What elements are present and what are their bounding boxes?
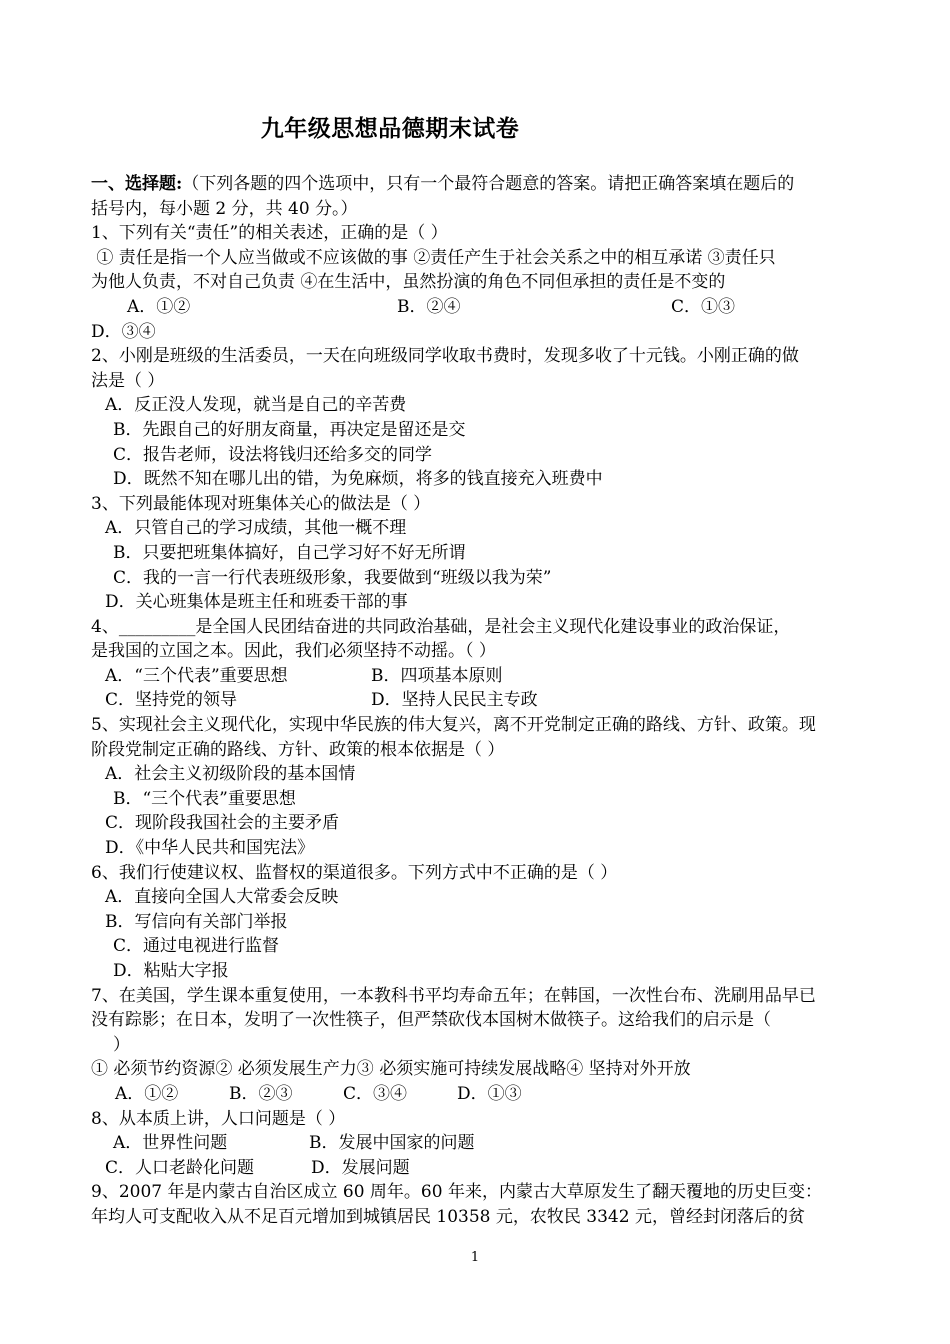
q8-option-b: B．发展中国家的问题 [309, 1133, 475, 1154]
q2-option-a: A．反正没人发现，就当是自己的辛苦费 [105, 395, 407, 416]
section-heading-line [91, 172, 871, 197]
q6-option-c: C．通过电视进行监督 [113, 936, 280, 957]
q4-option-c: C．坚持党的领导 [105, 690, 238, 711]
q1-option-b: B．②④ [397, 296, 461, 317]
q1-option-d: D．③④ [91, 321, 156, 342]
q2-stem-line1: 2、小刚是班级的生活委员，一天在向班级同学收取书费时，发现多收了十元钱。小刚正确的做 [91, 346, 799, 367]
page-number: 1 [470, 1250, 480, 1265]
q1-option-a: A．①② [127, 296, 191, 317]
q5-stem-line2: 阶段党制定正确的路线、方针、政策的根本依据是（ ） [91, 739, 505, 760]
q3-option-b: B．只要把班集体搞好，自己学习好不好无所谓 [113, 542, 466, 563]
q2-option-b: B．先跟自己的好朋友商量，再决定是留还是交 [113, 419, 466, 440]
section-instructions-cont: 括号内，每小题 2 分，共 40 分。） [91, 198, 358, 219]
q8-option-d: D．发展问题 [311, 1157, 410, 1178]
q9-stem-line2: 年均人可支配收入从不足百元增加到城镇居民 10358 元，农牧民 3342 元，曾经封闭落后的贫 [91, 1206, 805, 1227]
q1-desc-line1: ① 责任是指一个人应当做或不应该做的事 ②责任产生于社会关系之中的相互承诺 ③责任只 [91, 247, 776, 268]
q5-option-c: C．现阶段我国社会的主要矛盾 [105, 813, 340, 834]
section-heading: 一、选择题: [91, 174, 183, 194]
q4-stem-line1 [91, 615, 871, 640]
q1-options [91, 295, 871, 320]
q1-stem: 1、下列有关“责任”的相关表述，正确的是（ ） [91, 223, 448, 244]
q9-stem-line1: 9、2007 年是内蒙古自治区成立 60 周年。60 年来，内蒙古大草原发生了翻天覆地的历史巨变： [91, 1182, 822, 1203]
q6-option-d: D．粘贴大字报 [113, 961, 229, 981]
q4-blank: _________ [118, 616, 196, 637]
q4-options-row1 [91, 664, 871, 689]
q8-option-a: A．世界性问题 [113, 1133, 228, 1154]
q3-option-d: D．关心班集体是班主任和班委干部的事 [105, 592, 408, 613]
q5-stem-line1: 5、实现社会主义现代化，实现中华民族的伟大复兴，离不开党制定正确的路线、方针、政策。现 [91, 715, 816, 736]
q3-option-a: A．只管自己的学习成绩，其他一概不理 [105, 518, 407, 539]
q8-option-c: C．人口老龄化问题 [105, 1157, 255, 1178]
q7-option-d: D．①③ [457, 1083, 522, 1104]
q7-option-a: A．①② [115, 1083, 179, 1104]
q7-options [91, 1082, 871, 1107]
q7-option-c: C．③④ [343, 1083, 408, 1104]
q8-options-row1 [91, 1131, 871, 1156]
q3-option-c: C．我的一言一行代表班级形象，我要做到“班级以我为荣” [113, 567, 552, 588]
q4-options-row2 [91, 688, 871, 713]
q4-option-a: A．“三个代表”重要思想 [105, 665, 288, 686]
q4-stem-text: 是全国人民团结奋进的共同政治基础，是社会主义现代化建设事业的政治保证， [195, 616, 791, 637]
q1-option-c: C．①③ [671, 296, 736, 317]
q2-option-d: D．既然不知在哪儿出的错，为免麻烦，将多的钱直接充入班费中 [113, 469, 603, 490]
q2-stem-line2: 法是（ ） [91, 370, 165, 391]
q5-option-d: D．《中华人民共和国宪法》 [105, 838, 315, 859]
q7-option-b: B．②③ [229, 1083, 293, 1104]
q7-desc: ① 必须节约资源② 必须发展生产力③ 必须实施可持续发展战略④ 坚持对外开放 [91, 1059, 691, 1080]
section-instructions: （下列各题的四个选项中，只有一个最符合题意的答案。请把正确答案填在题后的 [182, 174, 795, 194]
q7-stem-line3: ） [113, 1034, 130, 1055]
exam-content [91, 172, 871, 1230]
q7-stem-line2: 没有踪影；在日本，发明了一次性筷子，但严禁砍伐本国树木做筷子。这给我们的启示是（ [91, 1010, 771, 1031]
q6-stem: 6、我们行使建议权、监督权的渠道很多。下列方式中不正确的是（ ） [91, 862, 618, 883]
q3-stem: 3、下列最能体现对班集体关心的做法是（ ） [91, 493, 431, 514]
q4-option-d: D．坚持人民民主专政 [371, 690, 538, 711]
q4-stem-line2: 是我国的立国之本。因此，我们必须坚持不动摇。（ ） [91, 641, 496, 662]
q7-stem-line1: 7、在美国，学生课本重复使用，一本教科书平均寿命五年；在韩国，一次性台布、洗刷用品早已 [91, 985, 816, 1006]
q8-stem: 8、从本质上讲，人口问题是（ ） [91, 1108, 346, 1129]
q6-option-b: B．写信向有关部门举报 [105, 911, 288, 932]
q2-option-c: C．报告老师，设法将钱归还给多交的同学 [113, 444, 433, 465]
q8-options-row2 [91, 1156, 871, 1181]
page-title: 九年级思想品德期末试卷 [260, 115, 520, 142]
q4-option-b: B．四项基本原则 [371, 665, 503, 686]
q6-option-a: A．直接向全国人大常委会反映 [105, 887, 339, 908]
q5-option-b: B．“三个代表”重要思想 [113, 788, 296, 809]
q1-desc-line2: 为他人负责，不对自己负责 ④在生活中，虽然扮演的角色不同但承担的责任是不变的 [91, 272, 726, 293]
q4-number: 4、 [91, 616, 119, 637]
q5-option-a: A．社会主义初级阶段的基本国情 [105, 764, 356, 785]
